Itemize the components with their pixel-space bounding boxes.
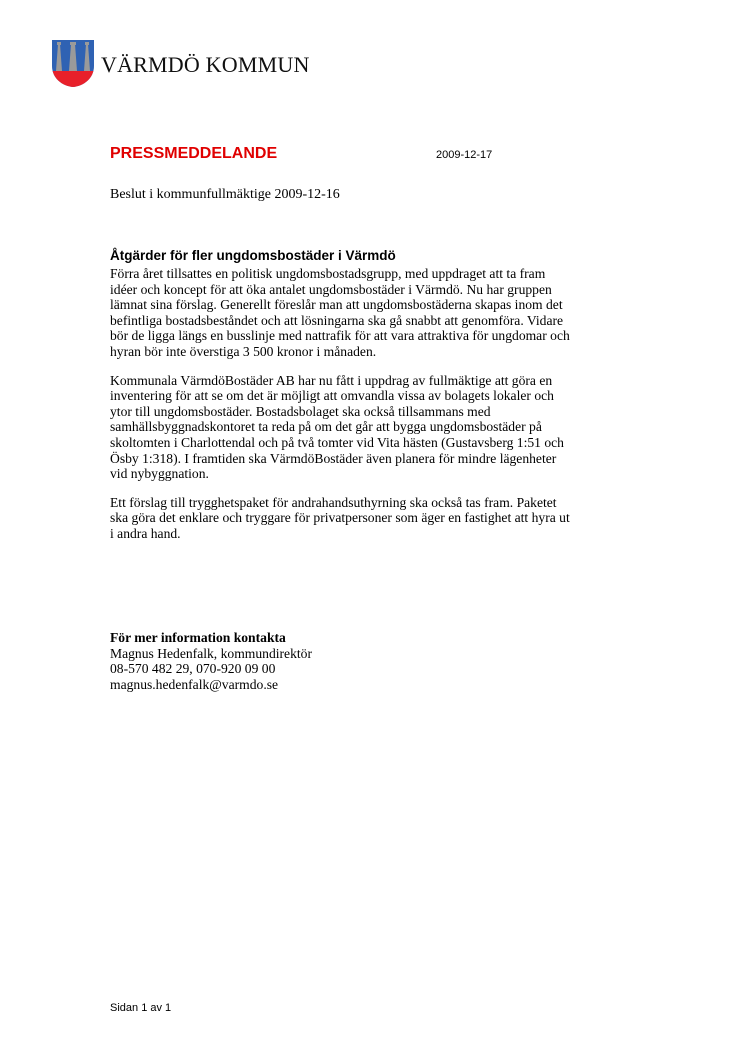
contact-email: magnus.hedenfalk@varmdo.se [110, 676, 279, 692]
text-line: ska göra det enklare och tryggare för privatpersoner som äger en fastighet att hyra ut [110, 510, 570, 526]
decision-line: Beslut i kommunfullmäktige 2009-12-16 [110, 187, 340, 202]
text-line: vid nybyggnation. [110, 466, 209, 482]
contact-block [110, 630, 312, 692]
contact-phones: 08-570 482 29, 070-920 09 00 [110, 661, 276, 677]
text-line: Förra året tillsattes en politisk ungdomsbostadsgrupp, med uppdraget att ta fram [110, 266, 546, 281]
contact-heading: För mer information kontakta [110, 630, 286, 645]
text-line: bör de ligga längs en busslinje med nattrafik för att vara attraktiva för ungdomar och [110, 328, 570, 344]
text-line: befintliga bostadsbeståndet och att lösningarna ska gå snabbt att genomföra. Vidare [110, 312, 564, 328]
article-headline: Åtgärder för fler ungdomsbostäder i Värmdö [110, 248, 396, 263]
paragraph-3 [110, 495, 630, 542]
paragraph-2 [110, 373, 630, 482]
text-line: i andra hand. [110, 525, 181, 541]
text-line: lämnat sina förslag. Generellt föreslår man att ungdomsbostäderna skapas inom det [110, 297, 563, 313]
text-line: inventering för att se om det är möjligt att omvandla vissa av bolagets lokaler och [110, 388, 554, 404]
text-line: Ett förslag till trygghetspaket för andrahandsuthyrning ska också tas fram. Paketet [110, 494, 557, 510]
text-line: skoltomten i Charlottendal och på två tomter vid Vita hästen (Gustavsberg 1:51 och [110, 434, 564, 450]
article-body [110, 266, 630, 555]
document-date: 2009-12-17 [436, 149, 493, 161]
contact-name: Magnus Hedenfalk, kommundirektör [110, 645, 312, 661]
text-line: ytor till ungdomsbostäder. Bostadsbolaget ska också tillsammans med [110, 403, 491, 419]
text-line: hyran bör inte överstiga 3 500 kronor i månaden. [110, 343, 377, 359]
text-line: idéer och koncept för att öka antalet ungdomsbostäder i Värmdö. Nu har gruppen [110, 281, 552, 297]
text-line: Kommunala VärmdöBostäder AB har nu fått i uppdrag av fullmäktige att göra en [110, 372, 553, 388]
organization-name: VÄRMDÖ KOMMUN [101, 52, 310, 77]
municipal-coat-of-arms-icon [52, 40, 94, 87]
page-number: Sidan 1 av 1 [110, 1002, 172, 1014]
text-line: samhällsbyggnadskontoret ta reda på om det går att bygga ungdomsbostäder på [110, 419, 542, 435]
paragraph-1 [110, 266, 630, 360]
document-type-label: PRESSMEDDELANDE [110, 145, 278, 162]
text-line: Ösby 1:318). I framtiden ska VärmdöBostäder även planera för mindre lägenheter [110, 450, 557, 466]
